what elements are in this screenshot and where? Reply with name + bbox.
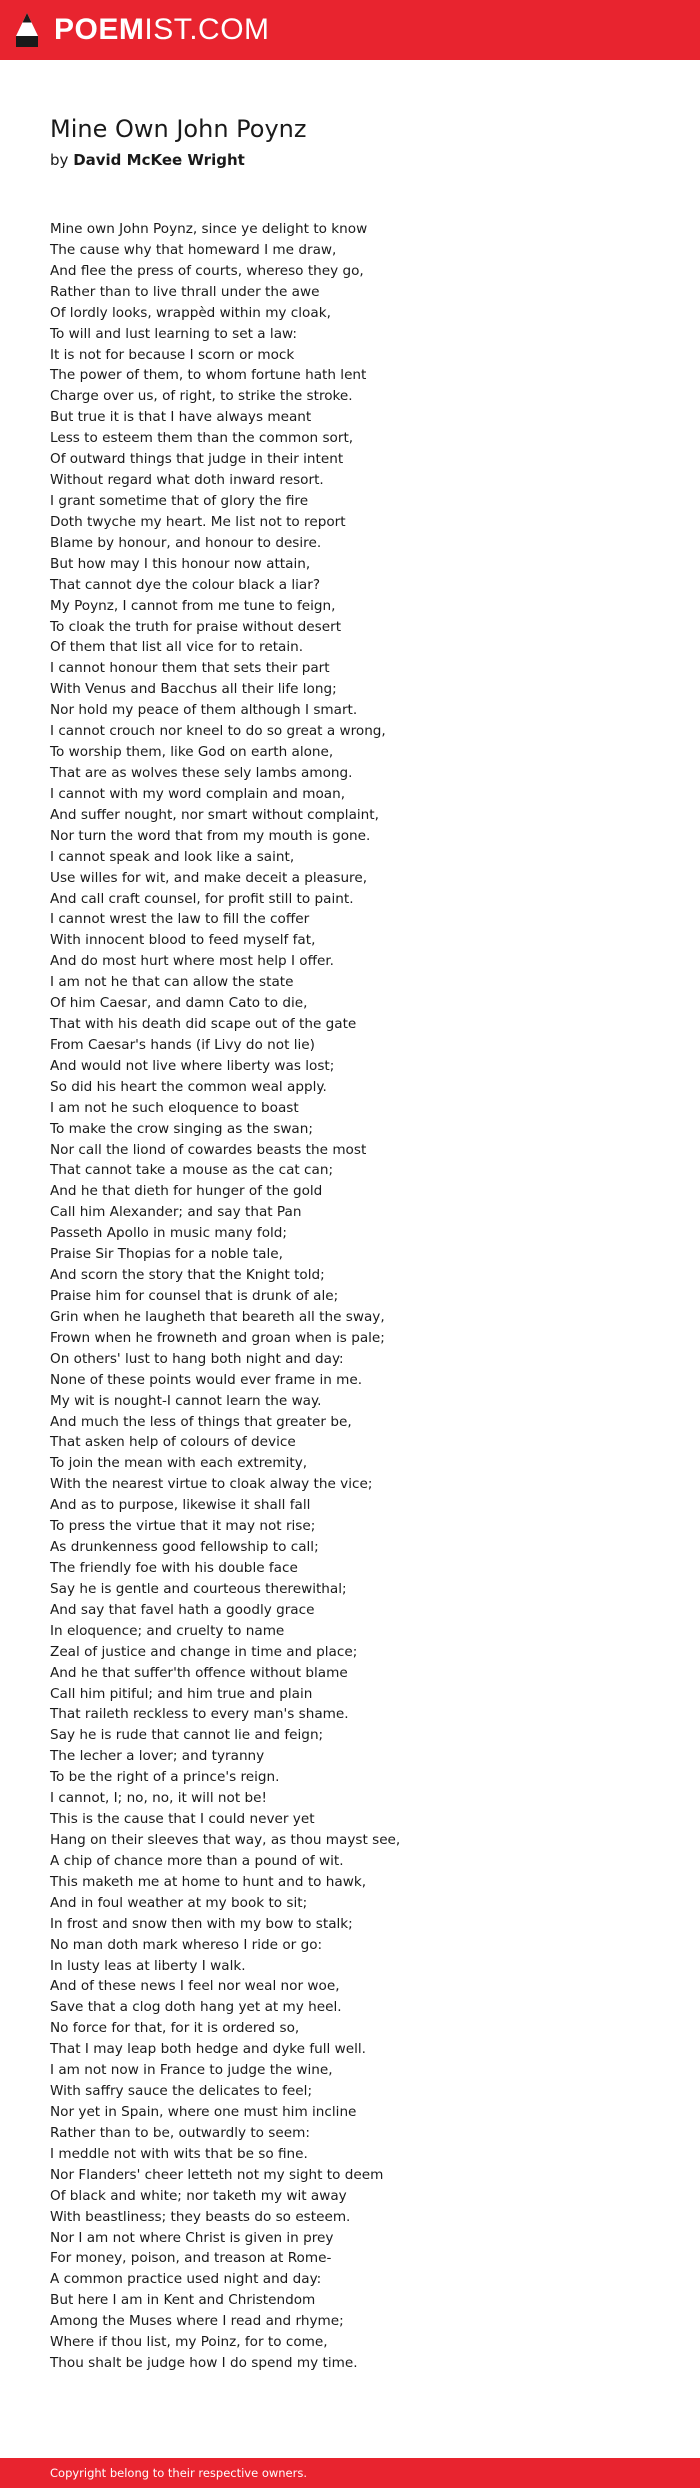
poem-line: Blame by honour, and honour to desire. — [50, 534, 322, 551]
poem-line: For money, poison, and treason at Rome- — [50, 2250, 332, 2267]
poem-line: My Poynz, I cannot from me tune to feign, — [50, 597, 336, 614]
poem-line: Less to esteem them than the common sort, — [50, 430, 354, 447]
poem-line: This is the cause that I could never yet — [50, 1811, 315, 1828]
poem-line: Rather than to live thrall under the awe — [50, 283, 320, 300]
poem-line: Nor turn the word that from my mouth is gone. — [50, 827, 371, 844]
poem-line: Mine own John Poynz, since ye delight to know — [50, 221, 368, 237]
poem-line: I cannot wrest the law to fill the coffer — [50, 911, 310, 928]
poem-line: With Venus and Bacchus all their life long; — [50, 681, 337, 698]
poem-line: I am not he such eloquence to boast — [50, 1099, 299, 1116]
poem-line: With innocent blood to feed myself fat, — [50, 932, 316, 949]
poem-line: And flee the press of courts, whereso they go, — [50, 262, 364, 279]
poem-line: And of these news I feel nor weal nor woe, — [50, 1978, 340, 1995]
poem-line: That raileth reckless to every man's shame. — [50, 1706, 349, 1723]
poem-line: To be the right of a prince's reign. — [50, 1769, 280, 1786]
poem-line: Praise Sir Thopias for a noble tale, — [50, 1246, 283, 1263]
poem-line: I cannot, I; no, no, it will not be! — [50, 1790, 267, 1807]
poem-line: The lecher a lover; and tyranny — [50, 1748, 265, 1765]
poem-line: In lusty leas at liberty I walk. — [50, 1957, 246, 1974]
poem-line: So did his heart the common weal apply. — [50, 1078, 327, 1095]
poem-line: Passeth Apollo in music many fold; — [50, 1225, 288, 1242]
poem-line: The power of them, to whom fortune hath lent — [50, 367, 367, 384]
poem-line: Of black and white; nor taketh my wit away — [50, 2187, 347, 2204]
footer-copyright: Copyright belong to their respective owners. — [50, 2466, 308, 2480]
poem-line: Nor call the liond of cowardes beasts the most — [50, 1141, 367, 1158]
poem-line: To press the virtue that it may not rise; — [50, 1518, 316, 1535]
poem-line: As drunkenness good fellowship to call; — [50, 1539, 319, 1556]
logo-wordmark — [54, 12, 270, 48]
poem-line: But here I am in Kent and Christendom — [50, 2292, 316, 2309]
top-bar — [0, 0, 700, 60]
poem-line: Doth twyche my heart. Me list not to report — [50, 513, 346, 530]
poem-line: The cause why that homeward I me draw, — [50, 241, 337, 258]
poem-line: No man doth mark whereso I ride or go: — [50, 1936, 323, 1953]
footer-bar — [0, 2458, 700, 2488]
poem-line: Save that a clog doth hang yet at my heel. — [50, 1999, 342, 2016]
poem-line: Rather than to be, outwardly to seem: — [50, 2124, 310, 2141]
logo-text-light: IST.COM — [144, 13, 270, 46]
poem-line: I cannot speak and look like a saint, — [50, 848, 295, 865]
poem-line: I meddle not with wits that be so fine. — [50, 2145, 308, 2162]
poem-line: Say he is gentle and courteous therewithal; — [50, 1580, 347, 1597]
site-logo-link[interactable] — [14, 12, 270, 48]
poem-line: And say that favel hath a goodly grace — [50, 1601, 315, 1618]
poem-line: That are as wolves these sely lambs among. — [50, 764, 353, 781]
poem-line: Among the Muses where I read and rhyme; — [50, 2313, 344, 2330]
poem-line: Hang on their sleeves that way, as thou mayst see, — [50, 1831, 401, 1848]
poem-line: On others' lust to hang both night and day: — [50, 1350, 344, 1367]
poem-line: Praise him for counsel that is drunk of ale; — [50, 1288, 339, 1305]
poem-line: Say he is rude that cannot lie and feign; — [50, 1727, 324, 1744]
poem-line: And suffer nought, nor smart without complaint, — [50, 806, 379, 823]
poem-line: Without regard what doth inward resort. — [50, 472, 324, 489]
poem-body — [50, 219, 650, 2374]
poem-line: In frost and snow then with my bow to stalk; — [50, 1915, 353, 1932]
poem-line: That I may leap both hedge and dyke full well. — [50, 2041, 366, 2058]
poem-line: A chip of chance more than a pound of wit. — [50, 1852, 344, 1869]
poem-line: None of these points would ever frame in me. — [50, 1371, 363, 1388]
pencil-logo-icon — [14, 12, 40, 48]
poem-line: With beastliness; they beasts do so esteem. — [50, 2208, 351, 2225]
poem-line: To join the mean with each extremity, — [50, 1455, 308, 1472]
poem-line: That cannot take a mouse as the cat can; — [50, 1162, 334, 1179]
poem-line: I cannot with my word complain and moan, — [50, 785, 346, 802]
poem-line: From Caesar's hands (if Livy do not lie) — [50, 1036, 315, 1053]
poem-line: That cannot dye the colour black a liar? — [50, 576, 321, 593]
poem-line: And scorn the story that the Knight told; — [50, 1267, 325, 1284]
poem-line: To cloak the truth for praise without desert — [50, 618, 342, 635]
poem-line: Of them that list all vice for to retain. — [50, 639, 304, 656]
poem-line: Call him Alexander; and say that Pan — [50, 1204, 302, 1221]
poem-line: Nor yet in Spain, where one must him incline — [50, 2103, 357, 2120]
poem-line: To worship them, like God on earth alone, — [50, 744, 334, 761]
poem-line: And he that dieth for hunger of the gold — [50, 1183, 323, 1200]
poem-line: And call craft counsel, for profit still to paint. — [50, 890, 354, 907]
poem-line: Call him pitiful; and him true and plain — [50, 1685, 313, 1702]
poem-line: Of lordly looks, wrappèd within my cloak, — [50, 304, 331, 321]
poem-line: That asken help of colours of device — [50, 1434, 296, 1451]
poem-line: I grant sometime that of glory the fire — [50, 492, 309, 509]
poem-line: With saffry sauce the delicates to feel; — [50, 2083, 313, 2100]
poem-line: A common practice used night and day: — [50, 2271, 322, 2288]
poem-line: And in foul weather at my book to sit; — [50, 1894, 308, 1911]
poem-line: To make the crow singing as the swan; — [50, 1120, 313, 1137]
poem-line: I cannot crouch nor kneel to do so great a wrong, — [50, 723, 386, 740]
poem-line: Of outward things that judge in their intent — [50, 451, 344, 468]
author-link[interactable]: David McKee Wright — [73, 151, 245, 169]
poem-byline — [50, 150, 245, 170]
poem-line: And much the less of things that greater be, — [50, 1413, 352, 1430]
poem-line: I am not now in France to judge the wine, — [50, 2062, 333, 2079]
poem-line: Nor Flanders' cheer letteth not my sight to deem — [50, 2166, 384, 2183]
poem-line: Nor hold my peace of them although I smart. — [50, 702, 358, 719]
poem-line: No force for that, for it is ordered so, — [50, 2020, 300, 2037]
poem-line: Thou shalt be judge how I do spend my time. — [50, 2355, 358, 2372]
poem-line: But true it is that I have always meant — [50, 409, 312, 426]
poem-line: The friendly foe with his double face — [50, 1560, 298, 1576]
poem-line: And as to purpose, likewise it shall fall — [50, 1497, 311, 1514]
poem-line: Of him Caesar, and damn Cato to die, — [50, 995, 308, 1012]
poem-line: Charge over us, of right, to strike the stroke. — [50, 388, 353, 405]
poem-line: I cannot honour them that sets their part — [50, 660, 330, 677]
poem-title: Mine Own John Poynz — [50, 115, 307, 143]
poem-line: In eloquence; and cruelty to name — [50, 1622, 285, 1639]
poem-line: And would not live where liberty was lost; — [50, 1057, 335, 1074]
poem-line: My wit is nought-I cannot learn the way. — [50, 1392, 322, 1409]
poem-line: Frown when he frowneth and groan when is pale; — [50, 1329, 385, 1346]
poem-line: That with his death did scape out of the gate — [50, 1016, 357, 1033]
poem-line: Where if thou list, my Poinz, for to come, — [50, 2334, 328, 2351]
poem-line: Grin when he laugheth that beareth all the sway, — [50, 1308, 385, 1325]
poem-line: Nor I am not where Christ is given in prey — [50, 2229, 334, 2246]
poem-line: Use willes for wit, and make deceit a pleasure, — [50, 869, 368, 886]
poem-line: It is not for because I scorn or mock — [50, 346, 295, 363]
byline-label: by — [50, 151, 69, 169]
poem-line: To will and lust learning to set a law: — [50, 325, 297, 342]
poem-line: With the nearest virtue to cloak alway the vice; — [50, 1476, 373, 1493]
poem-line: And do most hurt where most help I offer. — [50, 953, 335, 970]
logo-text-bold: POEM — [54, 13, 145, 46]
poem-line: This maketh me at home to hunt and to hawk, — [50, 1873, 367, 1890]
poem-line: Zeal of justice and change in time and place; — [50, 1643, 358, 1660]
poem-line: And he that suffer'th offence without blame — [50, 1664, 348, 1681]
poem-line: I am not he that can allow the state — [50, 974, 294, 991]
poem-line: But how may I this honour now attain, — [50, 555, 311, 572]
